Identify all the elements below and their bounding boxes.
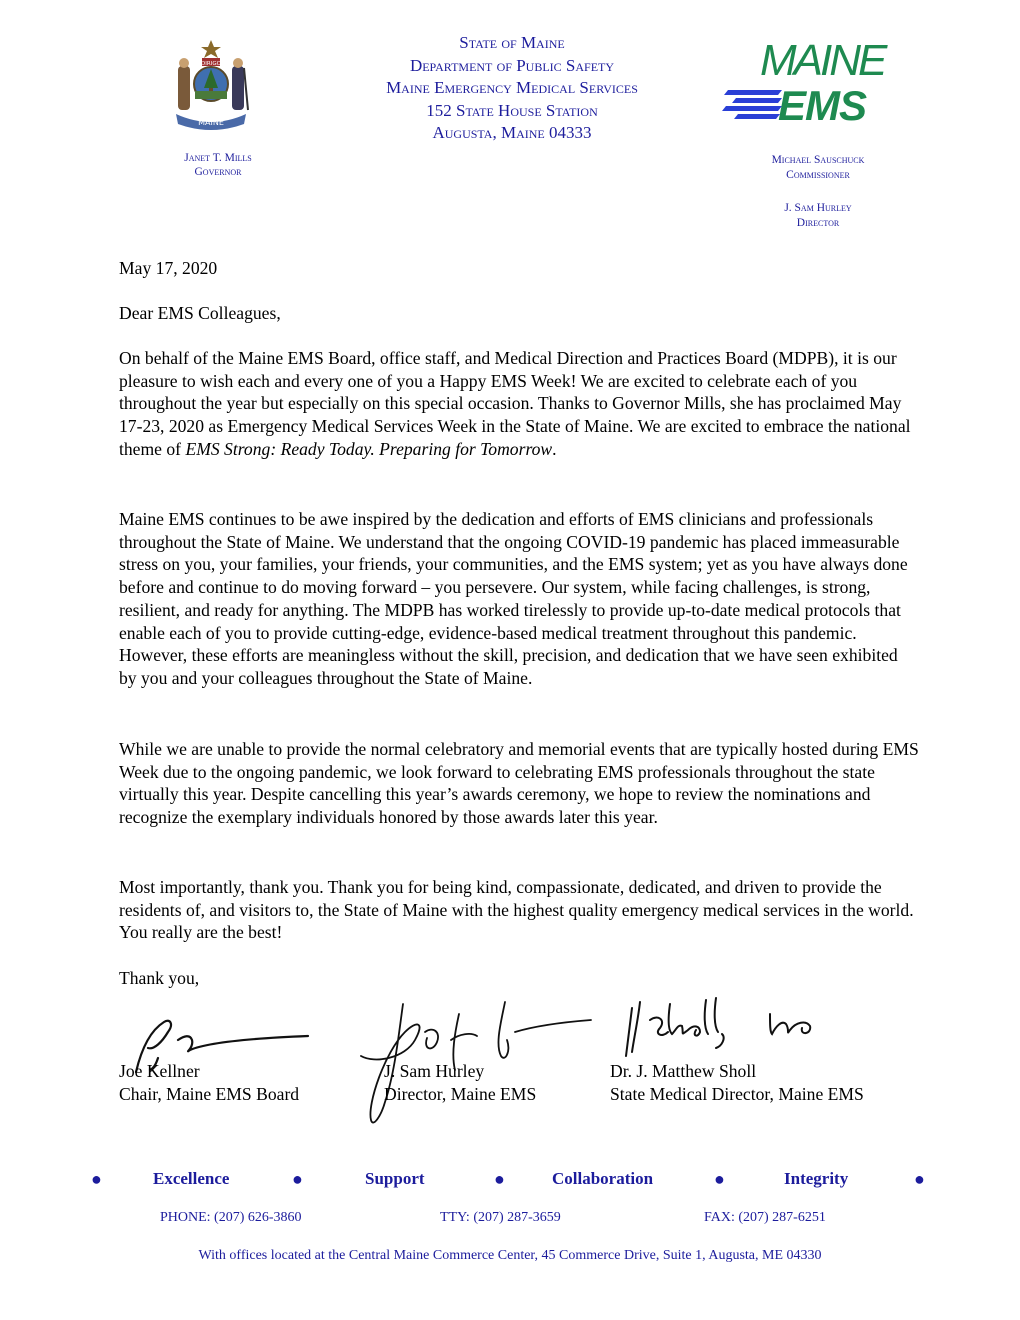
logo-speed-lines-icon — [722, 86, 786, 126]
letter-date: May 17, 2020 — [119, 258, 218, 278]
signature-sholl — [610, 990, 830, 1070]
director-title: Director — [796, 217, 840, 229]
signer-kellner — [119, 1060, 299, 1105]
value-collaboration: Collaboration — [552, 1169, 654, 1188]
bullet-icon: ● — [91, 1169, 102, 1189]
paragraph-4: Most importantly, thank you. Thank you for being kind, compassionate, dedicated, and driven to provide the residents of, and visitors to, the State of Maine with the highest quality emergency medical services in the world. You really are the best! — [119, 877, 914, 943]
paragraph-3: While we are unable to provide the normal celebratory and memorial events that are typically hosted during EMS Week due to the ongoing pandemic, we look forward to celebrating EMS professionals throughout the state virtually this year. Despite cancelling this year’s awards ceremony, we hope to review the nominations and recognize the exemplary individuals honored by those awards later this year. — [119, 739, 919, 828]
svg-text:MAINE: MAINE — [198, 118, 224, 127]
signer-name: Joe Kellner — [119, 1061, 200, 1081]
maine-ems-logo — [722, 38, 892, 130]
signer-sholl — [610, 1060, 864, 1105]
fax-number: FAX: (207) 287-6251 — [704, 1210, 826, 1225]
signer-name: Dr. J. Matthew Sholl — [610, 1061, 757, 1081]
paragraph-1-text: On behalf of the Maine EMS Board, office staff, and Medical Direction and Practices Board (MDPB), it is our pleasure to wish each and every one of you a Happy EMS Week! We are excited to celebrate each of you throughout the year but especially on this special occasion. Thanks to Governor Mills, she has proclaimed May 17-23, 2020 as Emergency Medical Services Week in the State of Maine. We are excited to embrace the national theme of — [119, 348, 911, 459]
svg-text:DIRIGO: DIRIGO — [201, 61, 221, 67]
value-support: Support — [365, 1169, 425, 1188]
governor-name: Janet T. Mills — [184, 152, 252, 164]
street-address: 152 State House Station — [426, 100, 598, 120]
signer-title: Director, Maine EMS — [384, 1083, 537, 1104]
bullet-icon: ● — [714, 1169, 725, 1189]
value-integrity: Integrity — [784, 1169, 849, 1188]
agency-address — [300, 32, 724, 145]
ems-theme: EMS Strong: Ready Today. Preparing for Tomorrow — [185, 438, 553, 459]
governor-title: Governor — [194, 166, 242, 178]
salutation: Dear EMS Colleagues, — [119, 303, 281, 323]
commissioner-title: Commissioner — [786, 169, 850, 181]
signer-name: J. Sam Hurley — [384, 1061, 485, 1081]
logo-ems-text: EMS — [778, 82, 867, 129]
director-name: J. Sam Hurley — [784, 202, 852, 214]
bullet-icon: ● — [292, 1169, 303, 1189]
signer-title: State Medical Director, Maine EMS — [610, 1083, 864, 1104]
paragraph-1: On behalf of the Maine EMS Board, office staff, and Medical Direction and Practices Board (MDPB), it is our pleasure to wish each and every one of you a Happy EMS Week! We are excited to celebrate each of you throughout the year but especially on this special occasion. Thanks to Governor Mills, she has proclaimed May 17-23, 2020 as Emergency Medical Services Week in the State of Maine. We are excited to embrace the national theme of EMS Strong: Ready Today. Preparing for Tomorrow. — [119, 348, 911, 459]
governor-block — [120, 151, 316, 179]
officials-block — [718, 153, 918, 231]
office-address-text: With offices located at the Central Maine Commerce Center, 45 Commerce Drive, Suite 1, Augusta, ME 04330 — [198, 1248, 822, 1263]
city-address: Augusta, Maine 04333 — [432, 123, 592, 142]
state-seal — [172, 38, 250, 136]
bullet-icon: ● — [914, 1169, 925, 1189]
bullet-icon: ● — [494, 1169, 505, 1189]
closing: Thank you, — [119, 968, 200, 988]
tty-number: TTY: (207) 287-3659 — [440, 1210, 561, 1225]
core-values-bar — [0, 1169, 1020, 1195]
paragraph-2: Maine EMS continues to be awe inspired by the dedication and efforts of EMS clinicians and professionals throughout the State of Maine. We understand that the ongoing COVID-19 pandemic has placed immeasurable stress on you, your families, your friends, your communities, and the EMS system; yet as you have always done before and continue to do moving forward – you persevere. Our system, while facing challenges, is strong, resilient, and ready for anything. The MDPB has worked tirelessly to provide up-to-date medical protocols that enable each of you to provide cutting-edge, evidence-based medical treatment throughout this pandemic. However, these efforts are meaningless without the skill, precision, and dedication that we have seen exhibited by you and your colleagues throughout the State of Maine. — [119, 509, 908, 688]
logo-maine-text: MAINE — [760, 36, 885, 85]
office-address — [0, 1248, 1020, 1264]
signer-title: Chair, Maine EMS Board — [119, 1083, 300, 1104]
signer-hurley — [384, 1060, 536, 1105]
state-name: State of Maine — [459, 33, 565, 52]
agency-name: Maine Emergency Medical Services — [386, 78, 638, 97]
department-name: Department of Public Safety — [409, 55, 615, 75]
commissioner-name: Michael Sauschuck — [771, 154, 865, 166]
phone-number: PHONE: (207) 626-3860 — [160, 1210, 302, 1225]
value-excellence: Excellence — [153, 1169, 230, 1188]
